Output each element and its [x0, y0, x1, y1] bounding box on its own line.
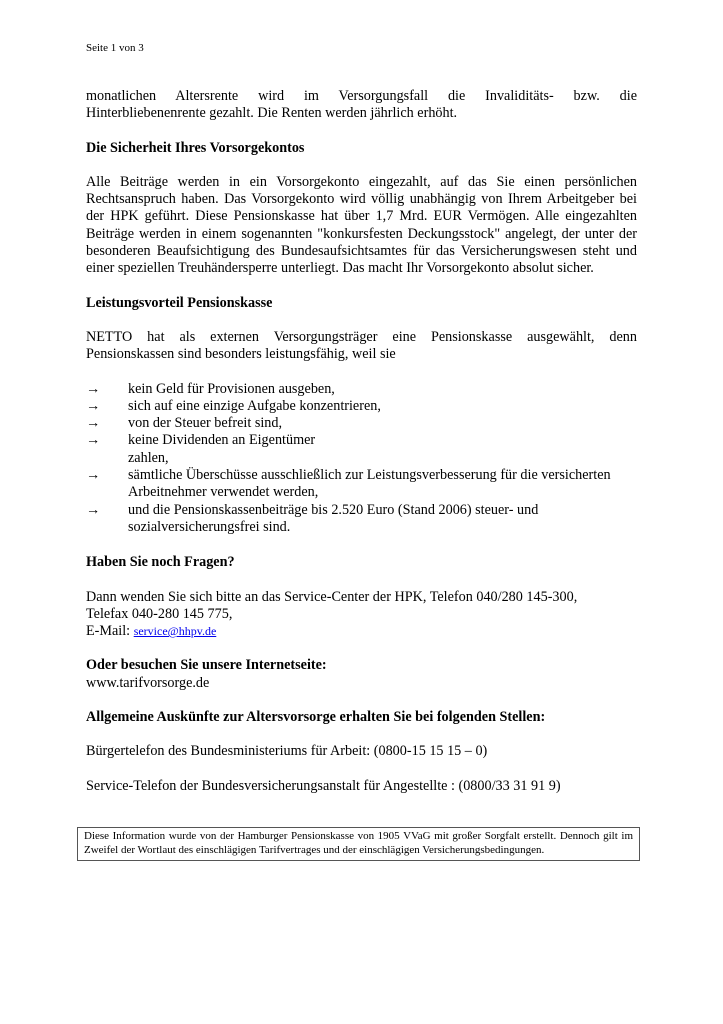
contact-line-1: Dann wenden Sie sich bitte an das Service-Center der HPK, Telefon 040/280 145-300,	[86, 588, 578, 605]
arrow-icon: →	[86, 432, 101, 449]
heading-sicherheit: Die Sicherheit Ihres Vorsorgekontos	[86, 139, 305, 156]
website-url: www.tarifvorsorge.de	[86, 674, 210, 691]
arrow-icon: →	[86, 415, 101, 432]
heading-internet: Oder besuchen Sie unsere Internetseite:	[86, 657, 327, 674]
paragraph-sicherheit: Alle Beiträge werden in ein Vorsorgekonto eingezahlt, auf das Sie einen persönlichen Rechtsanspruch haben. Das Vorsorgekonto wird völlig unabhängig von Ihrem Arbeitgeber bei der HPK geführt. Diese Pensionskasse hat über 1,7 Mrd. EUR Vermögen. Alle eingezahlten Beiträge werden in einem sogenannten "konkursfesten Deckungsstock" angelegt, der unter der besonderen Beaufsichtigung des Bundesaufsichtsamtes für das Versicherungswesen steht und einer speziellen Treuhändersperre unterliegt. Das macht Ihr Vorsorgekonto absolut sicher.	[86, 173, 637, 277]
disclaimer-box: Diese Information wurde von der Hamburger Pensionskasse von 1905 VVaG mit großer Sorgfalt erstellt. Dennoch gilt im Zweifel der Wortlaut des einschlägigen Tarifvertrages und der einschlägigen Versicherungsbedingungen.	[77, 827, 640, 861]
list-item: → sich auf eine einzige Aufgabe konzentrieren,	[86, 397, 381, 414]
phone-ministry: Bürgertelefon des Bundesministeriums für Arbeit: (0800-15 15 15 – 0)	[86, 743, 488, 760]
advantages-list	[86, 381, 637, 537]
list-item: → sämtliche Überschüsse ausschließlich zur Leistungsverbesserung für die versicherten Arbeitnehmer verwendet werden,	[86, 467, 611, 501]
intro-line-2: Hinterbliebenenrente gezahlt. Die Renten werden jährlich erhöht.	[86, 105, 458, 122]
contact-email-row	[86, 623, 637, 640]
list-item: → von der Steuer befreit sind,	[86, 415, 283, 432]
arrow-icon: →	[86, 501, 101, 518]
email-link[interactable]: service@hhpv.de	[133, 624, 217, 639]
list-item: → und die Pensionskassenbeiträge bis 2.520 Euro (Stand 2006) steuer- und sozialversicherungsfrei sind.	[86, 501, 539, 535]
list-item: → keine Dividenden an Eigentümer zahlen,	[86, 432, 316, 466]
arrow-icon: →	[86, 467, 101, 484]
intro-line-1: monatlichen Altersrente wird im Versorgungsfall die Invaliditäts- bzw. die	[86, 88, 637, 104]
paragraph-leistungsvorteil: NETTO hat als externen Versorgungsträger eine Pensionskasse ausgewählt, denn Pensionskassen sind besonders leistungsfähig, weil sie	[86, 328, 637, 363]
page-number: Seite 1 von 3	[86, 42, 144, 54]
contact-line-2: Telefax 040-280 145 775,	[86, 605, 233, 622]
arrow-icon: →	[86, 380, 101, 397]
heading-leistungsvorteil: Leistungsvorteil Pensionskasse	[86, 294, 273, 311]
arrow-icon: →	[86, 397, 101, 414]
list-item: → kein Geld für Provisionen ausgeben,	[86, 380, 335, 397]
heading-auskuenfte: Allgemeine Auskünfte zur Altersvorsorge erhalten Sie bei folgenden Stellen:	[86, 709, 546, 726]
document-body	[86, 88, 637, 795]
phone-bfa: Service-Telefon der Bundesversicherungsanstalt für Angestellte : (0800/33 31 91 9)	[86, 777, 561, 794]
email-label: E-Mail:	[86, 623, 134, 640]
heading-fragen: Haben Sie noch Fragen?	[86, 554, 235, 571]
